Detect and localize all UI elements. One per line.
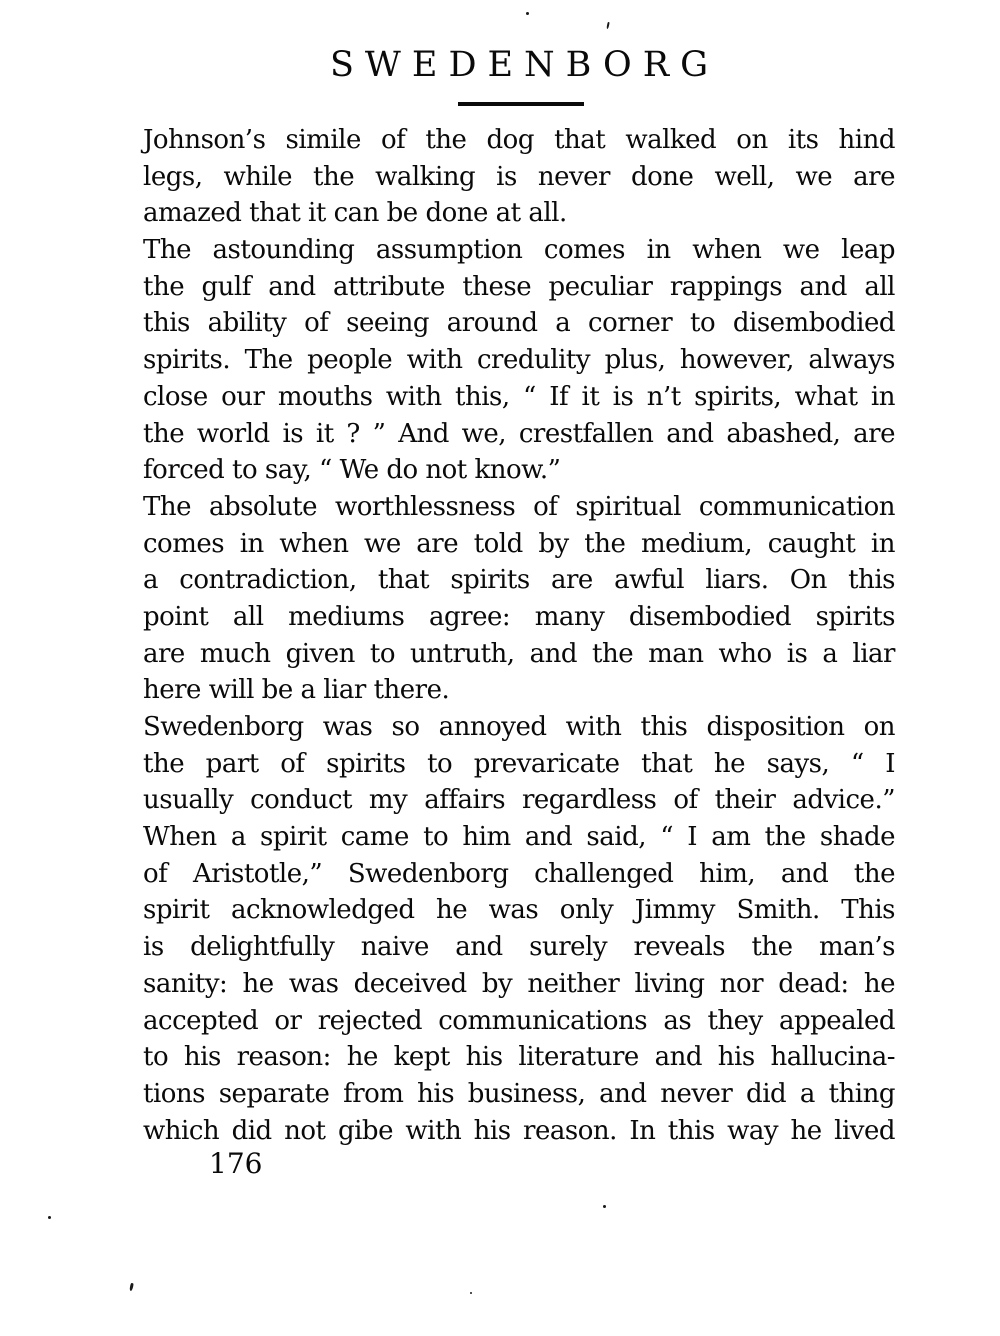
text-line: the gulf and attribute these peculiar rappings and all (143, 271, 895, 302)
text-line: are much given to untruth, and the man who is a liar (143, 638, 895, 669)
text-line: legs, while the walking is never done well, we are (143, 161, 895, 192)
text-line: a contradiction, that spirits are awful liars. On this (143, 565, 895, 596)
text-line: usually conduct my affairs regardless of their advice.” (143, 785, 895, 816)
text-line: accepted or rejected communications as they appealed (143, 1005, 895, 1036)
ink-speck (470, 1292, 472, 1294)
text-line: point all mediums agree: many disembodied spirits (143, 601, 895, 632)
text-line: which did not gibe with his reason. In this way he lived (143, 1115, 895, 1146)
ink-speck (606, 22, 609, 29)
text-line: The absolute worthlessness of spiritual communication (143, 491, 895, 522)
text-line: the world is it ? ” And we, crestfallen and abashed, are (143, 418, 895, 449)
ink-speck (603, 1205, 606, 1208)
text-line: to his reason: he kept his literature and his hallucina- (143, 1042, 895, 1073)
text-line: of Aristotle,” Swedenborg challenged him, and the (143, 858, 895, 889)
text-line: the part of spirits to prevaricate that he says, “ I (143, 748, 895, 779)
ink-speck (48, 1216, 51, 1219)
text-line: When a spirit came to him and said, “ I am the shade (143, 822, 895, 853)
ink-speck (526, 12, 529, 15)
text-line: Swedenborg was so annoyed with this disposition on (143, 712, 895, 742)
text-line: is delightfully naive and surely reveals the man’s (143, 932, 895, 963)
ink-speck (129, 1283, 134, 1291)
text-line: sanity: he was deceived by neither living nor dead: he (143, 968, 895, 999)
body-text (143, 122, 895, 1149)
text-line: comes in when we are told by the medium, caught in (143, 528, 895, 559)
page-title: SWEDENBORG (329, 45, 720, 85)
text-line: close our mouths with this, “ If it is n’t spirits, what in (143, 381, 895, 412)
title-rule (458, 102, 584, 106)
text-line: The astounding assumption comes in when we leap (143, 235, 895, 266)
text-line: tions separate from his business, and never did a thing (143, 1078, 895, 1109)
page-number: 176 (209, 1147, 263, 1180)
text-line: here will be a liar there. (143, 675, 450, 706)
text-line: this ability of seeing around a corner to disembodied (143, 308, 895, 339)
text-line: Johnson’s simile of the dog that walked on its hind (143, 125, 895, 155)
text-line: spirits. The people with credulity plus, however, always (143, 345, 895, 376)
text-line: spirit acknowledged he was only Jimmy Smith. This (143, 895, 895, 926)
text-line: forced to say, “ We do not know.” (143, 455, 561, 486)
text-line: amazed that it can be done at all. (143, 198, 567, 229)
